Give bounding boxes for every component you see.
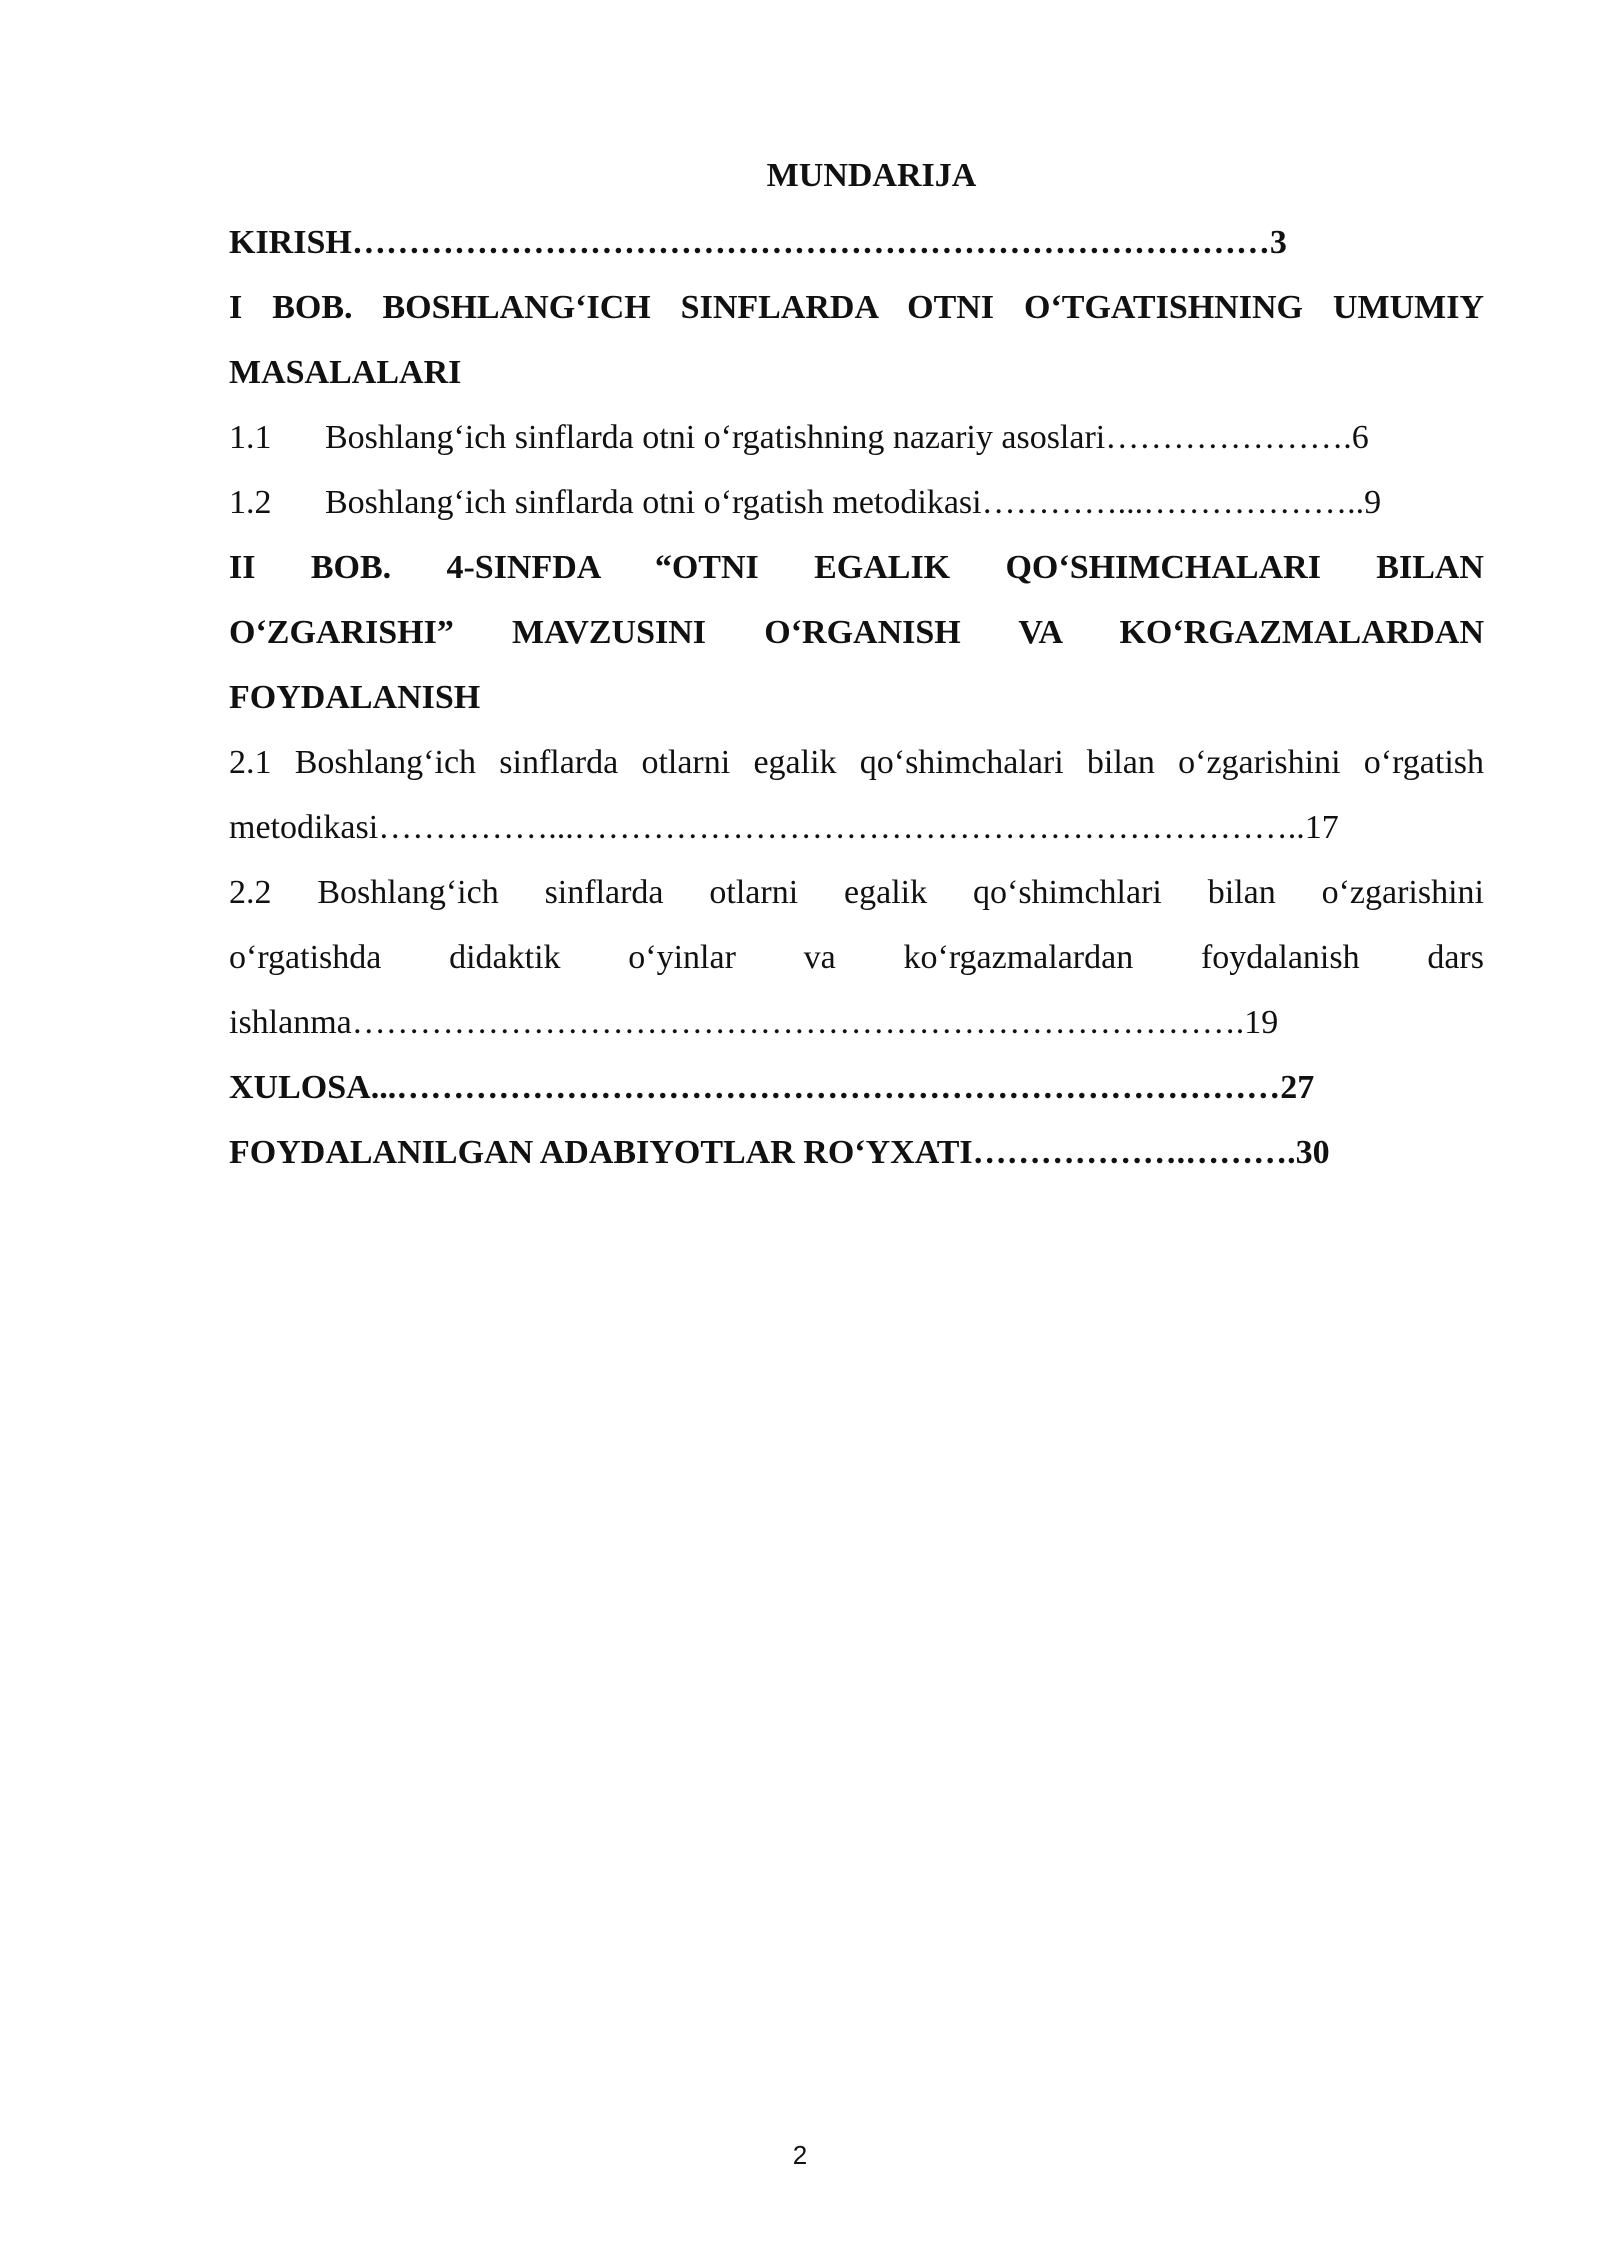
- toc-entry-section-2-2-line-3: ishlanma…………………………………………………………………….19: [229, 1004, 1279, 1041]
- toc-entry-kirish: KIRISH………………………………………………………………………3: [229, 224, 1287, 261]
- toc-entry-section-2-2-line-2: o‘rgatishda didaktik o‘yinlar va ko‘rgazmalardan foydalanish dars: [229, 939, 1484, 976]
- toc-entry-chapter-1-line-2: MASALALARI: [229, 354, 462, 391]
- page-number: 2: [792, 2140, 808, 2170]
- toc-entry-references: FOYDALANILGAN ADABIYOTLAR RO‘YXATI……………….……….30: [229, 1134, 1330, 1171]
- toc-entry-section-1-1: [229, 405, 1484, 470]
- toc-entry-section-2-1-line-2: metodikasi……………...………………………………………………………..17: [229, 809, 1339, 846]
- toc-title: MUNDARIJA: [766, 157, 977, 194]
- table-of-contents: [229, 150, 1484, 1185]
- toc-entry-section-2-1-line-1: 2.1 Boshlang‘ich sinflarda otlarni egalik qo‘shimchalari bilan o‘zgarishini o‘rgatish: [229, 744, 1484, 781]
- section-title: Boshlang‘ich sinflarda otni o‘rgatishning nazariy asoslari………………….6: [325, 419, 1369, 456]
- section-number: 1.1: [229, 419, 272, 456]
- toc-entry-chapter-2-line-1: II BOB. 4-SINFDA “OTNI EGALIK QO‘SHIMCHALARI BILAN: [229, 549, 1484, 586]
- section-number: 1.2: [229, 484, 272, 521]
- toc-entry-chapter-1-line-1: I BOB. BOSHLANG‘ICH SINFLARDA OTNI O‘TGATISHNING UMUMIY: [229, 289, 1484, 326]
- toc-entry-xulosa: XULOSA...……………………………………………………………………27: [229, 1069, 1315, 1106]
- toc-entry-chapter-2-line-3: FOYDALANISH: [229, 679, 481, 716]
- toc-entry-section-1-2: [229, 470, 1484, 535]
- toc-entry-section-2-2-line-1: 2.2 Boshlang‘ich sinflarda otlarni egalik qo‘shimchlari bilan o‘zgarishini: [229, 874, 1484, 911]
- toc-entry-chapter-2-line-2: O‘ZGARISHI” MAVZUSINI O‘RGANISH VA KO‘RGAZMALARDAN: [229, 614, 1484, 651]
- section-title: Boshlang‘ich sinflarda otni o‘rgatish metodikasi…………...………………..9: [325, 484, 1382, 521]
